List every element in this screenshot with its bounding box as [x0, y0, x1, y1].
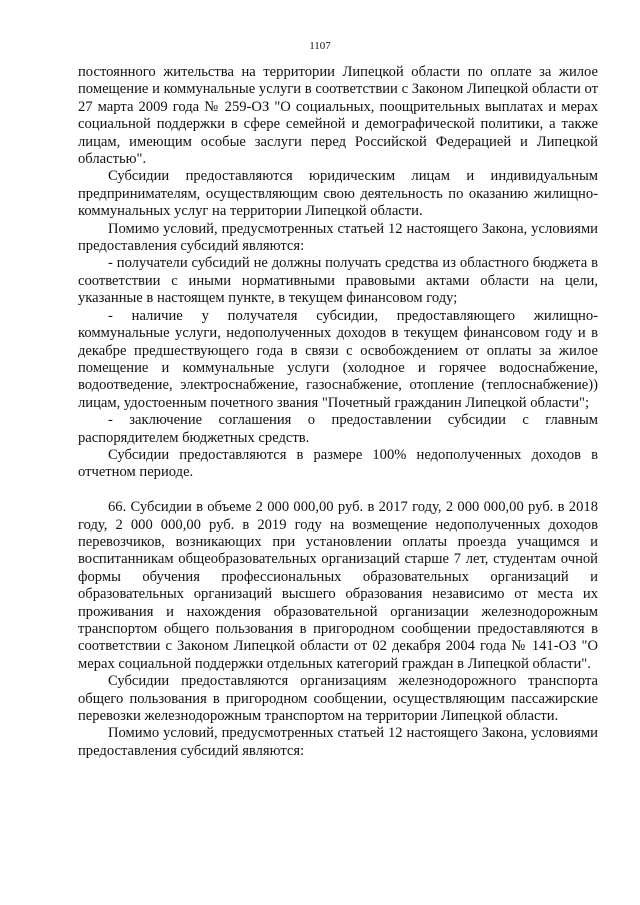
paragraph-railway-recipients: Субсидии предоставляются организациям железнодорожного транспорта общего пользования в пригородном сообщении, осуществляющим пассажирские перевозки железнодорожным транспортом на территории Липецкой области.	[78, 673, 598, 725]
paragraph-subsidy-amount: Субсидии предоставляются в размере 100% недополученных доходов в отчетном периоде.	[78, 446, 598, 481]
condition-item-1: - получатели субсидий не должны получать средства из областного бюджета в соответствии с иными нормативными правовыми актами области на цели, указанные в настоящем пункте, в текущем финансовом году;	[78, 255, 598, 307]
paragraph-conditions-intro: Помимо условий, предусмотренных статьей 12 настоящего Закона, условиями предоставления субсидий являются:	[78, 220, 598, 255]
condition-item-3: - заключение соглашения о предоставлении субсидии с главным распорядителем бюджетных средств.	[78, 412, 598, 446]
condition-item-2: - наличие у получателя субсидии, предоставляющего жилищно-коммунальные услуги, недополученных доходов в текущем финансовом году и в декабре предшествующего года в связи с освобождением от оплаты за жилое помещение и коммунальные услуги (холодное и горячее водоснабжение, водоотведение, электроснабжение, газоснабжение, отопление (теплоснабжение)) лицам, удостоенным почетного звания "Почетный гражданин Липецкой области";	[78, 307, 598, 411]
paragraph-recipients: Субсидии предоставляются юридическим лицам и индивидуальным предпринимателям, осуществляющим свою деятельность по оказанию жилищно-коммунальных услуг на территории Липецкой области.	[78, 168, 598, 220]
paragraph-item-66: 66. Субсидии в объеме 2 000 000,00 руб. в 2017 году, 2 000 000,00 руб. в 2018 году, 2 000 000,00 руб. в 2019 году на возмещение недополученных доходов перевозчиков, возникающих при установлении оплаты проезда учащимся и воспитанникам общеобразовательных организаций старше 7 лет, студентам очной формы обучения профессиональных образовательных организаций и образовательных организаций высшего образования независимо от места их проживания и нахождения образовательной организации железнодорожным транспортом общего пользования в пригородном сообщении предоставляются в соответствии с Законом Липецкой области от 02 декабря 2004 года № 141-ОЗ "О мерах социальной поддержки отдельных категорий граждан в Липецкой области".	[78, 499, 598, 672]
paragraph-conditions-intro-2: Помимо условий, предусмотренных статьей 12 настоящего Закона, условиями предоставления субсидий являются:	[78, 725, 598, 759]
page-number: 1107	[309, 40, 331, 52]
paragraph-continuation: постоянного жительства на территории Липецкой области по оплате за жилое помещение и коммунальные услуги в соответствии с Законом Липецкой области от 27 марта 2009 года № 259-ОЗ "О социальных, поощрительных выплатах и мерах социальной поддержки в сфере семейной и демографической политики, а также лицам, имеющим особые заслуги перед Российской Федерацией и Липецкой областью".	[78, 64, 598, 168]
document-body	[78, 64, 598, 760]
